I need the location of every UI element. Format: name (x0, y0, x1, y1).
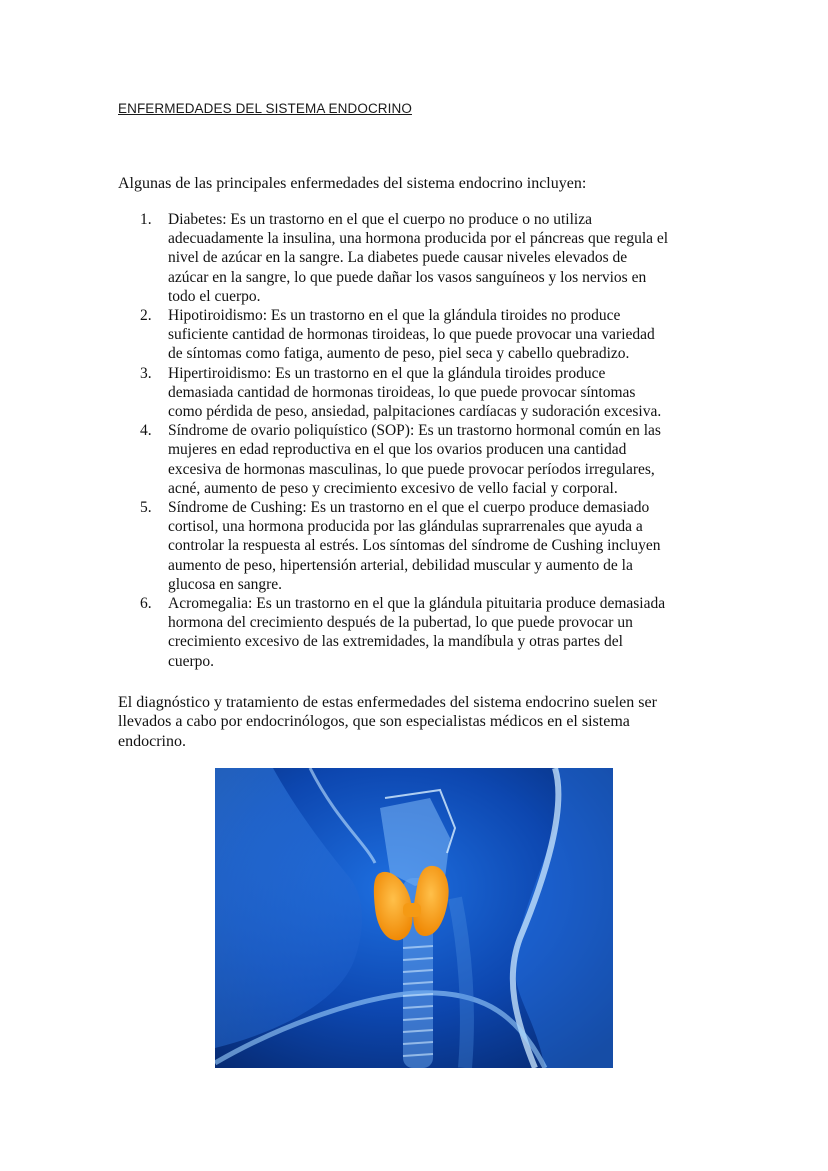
list-item (118, 498, 718, 594)
list-item-number: 1. (140, 211, 152, 228)
list-item-line: nivel de azúcar en la sangre. La diabetes puede causar niveles elevados de (168, 249, 628, 267)
closing-line: llevados a cabo por endocrinólogos, que son especialistas médicos en el sistema (118, 713, 630, 731)
list-item-line: cortisol, una hormona producida por las glándulas suprarrenales que ayuda a (168, 518, 643, 536)
list-item (118, 364, 718, 422)
list-item (118, 421, 718, 498)
list-item-line: Síndrome de ovario poliquístico (SOP): Es un trastorno hormonal común en las (168, 422, 661, 440)
thyroid-illustration (215, 768, 613, 1068)
list-item-line: excesiva de hormonas masculinas, lo que puede provocar períodos irregulares, (168, 460, 655, 478)
closing-line: endocrino. (118, 732, 186, 750)
list-item-number: 2. (140, 307, 152, 325)
list-item (118, 306, 718, 364)
list-item-line: suficiente cantidad de hormonas tiroideas, lo que puede provocar una variedad (168, 326, 655, 344)
closing-line: El diagnóstico y tratamiento de estas enfermedades del sistema endocrino suelen ser (118, 694, 657, 711)
list-item-number: 6. (140, 595, 152, 613)
list-item-line: Acromegalia: Es un trastorno en el que la glándula pituitaria produce demasiada (168, 595, 666, 613)
list-item-line: adecuadamente la insulina, una hormona producida por el páncreas que regula el (168, 230, 669, 248)
list-item-line: hormona del crecimiento después de la pubertad, lo que puede provocar un (168, 614, 633, 632)
list-item-line: demasiada cantidad de hormonas tiroideas, lo que puede provocar síntomas (168, 383, 636, 401)
list-item-number: 3. (140, 364, 152, 382)
list-item-line: Hipertiroidismo: Es un trastorno en el que la glándula tiroides produce (168, 364, 606, 382)
list-item-line: todo el cuerpo. (168, 287, 261, 305)
list-item (118, 210, 718, 306)
closing-paragraph (118, 693, 718, 751)
disease-list (118, 210, 718, 671)
list-item-line: azúcar en la sangre, lo que puede dañar los vasos sanguíneos y los nervios en (168, 268, 647, 286)
list-item-line: de síntomas como fatiga, aumento de peso, piel seca y cabello quebradizo. (168, 345, 630, 363)
list-item-line: Diabetes: Es un trastorno en el que el cuerpo no produce o no utiliza (168, 211, 592, 228)
intro-paragraph: Algunas de las principales enfermedades del sistema endocrino incluyen: (118, 175, 587, 192)
thyroid-illustration-graphic (215, 768, 613, 1068)
list-item-line: acné, aumento de peso y crecimiento excesivo de vello facial y corporal. (168, 479, 618, 497)
list-item-number: 4. (140, 422, 152, 440)
list-item-line: crecimiento excesivo de las extremidades, la mandíbula y otras partes del (168, 633, 623, 651)
list-item (118, 594, 718, 671)
list-item-line: aumento de peso, hipertensión arterial, debilidad muscular y aumento de la (168, 556, 633, 574)
list-item-line: cuerpo. (168, 652, 215, 670)
list-item-line: Hipotiroidismo: Es un trastorno en el que la glándula tiroides no produce (168, 307, 621, 325)
list-item-line: controlar la respuesta al estrés. Los síntomas del síndrome de Cushing incluyen (168, 537, 661, 555)
list-item-line: mujeres en edad reproductiva en el que los ovarios producen una cantidad (168, 441, 627, 459)
list-item-line: glucosa en sangre. (168, 575, 283, 593)
document-title: ENFERMEDADES DEL SISTEMA ENDOCRINO (118, 101, 412, 116)
list-item-line: como pérdida de peso, ansiedad, palpitaciones cardíacas y sudoración excesiva. (168, 403, 662, 421)
list-item-line: Síndrome de Cushing: Es un trastorno en el que el cuerpo produce demasiado (168, 499, 650, 517)
list-item-number: 5. (140, 499, 152, 517)
